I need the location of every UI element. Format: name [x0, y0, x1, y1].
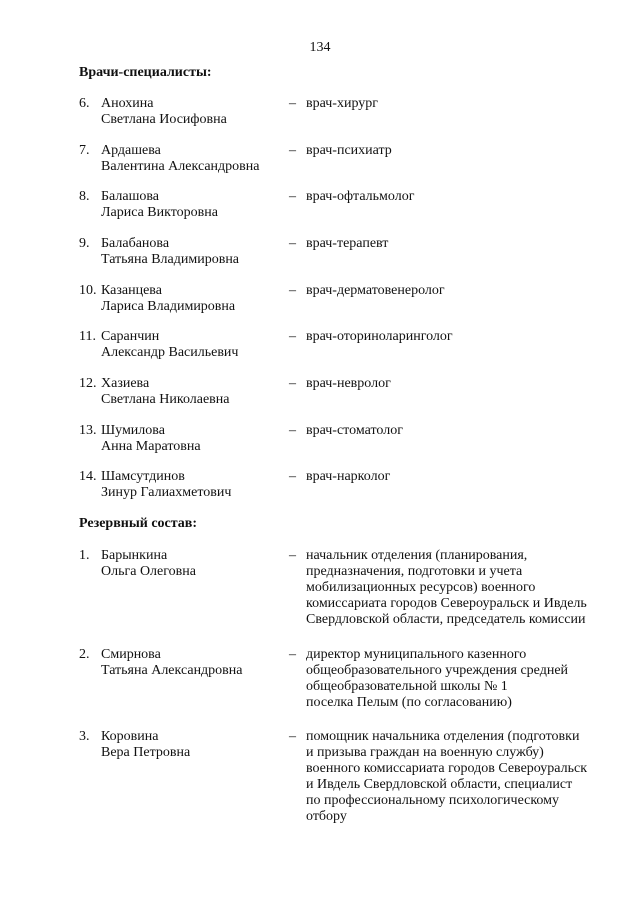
person-name — [101, 143, 281, 175]
role-line: врач-стоматолог — [306, 423, 403, 438]
role-line: начальник отделения (планирования, — [306, 548, 528, 563]
role-line: врач-офтальмолог — [306, 189, 415, 204]
person-name — [101, 96, 281, 128]
role-line: общеобразовательного учреждения средней — [306, 663, 569, 678]
person-name — [101, 729, 281, 761]
dash: – — [289, 548, 296, 563]
surname: Анохина — [101, 96, 154, 111]
item-number: 8. — [79, 189, 90, 204]
item-number: 2. — [79, 647, 90, 662]
role-line: Свердловской области, председатель комиссии — [306, 612, 586, 627]
dash: – — [289, 729, 296, 744]
given-names: Лариса Владимировна — [101, 299, 236, 314]
role — [306, 548, 611, 628]
person-name — [101, 329, 281, 361]
section-heading-specialists: Врачи-специалисты: — [79, 65, 212, 80]
dash: – — [289, 236, 296, 251]
section-heading-reserve: Резервный состав: — [79, 516, 198, 531]
item-number: 13. — [79, 423, 97, 438]
person-name — [101, 236, 281, 268]
role-line: врач-хирург — [306, 96, 379, 111]
person-name — [101, 469, 281, 501]
item-number: 11. — [79, 329, 96, 344]
role-line: врач-психиатр — [306, 143, 392, 158]
surname: Казанцева — [101, 283, 162, 298]
surname: Ардашева — [101, 143, 161, 158]
role-line: военного комиссариата городов Североуральск — [306, 761, 587, 776]
given-names: Татьяна Владимировна — [101, 252, 240, 267]
role — [306, 376, 611, 392]
given-names: Светлана Иосифовна — [101, 112, 227, 127]
role-line: врач-нарколог — [306, 469, 391, 484]
role — [306, 143, 611, 159]
item-number: 12. — [79, 376, 97, 391]
surname: Смирнова — [101, 647, 161, 662]
role-line: врач-терапевт — [306, 236, 389, 251]
role-line: директор муниципального казенного — [306, 647, 527, 662]
item-number: 1. — [79, 548, 90, 563]
item-number: 6. — [79, 96, 90, 111]
dash: – — [289, 469, 296, 484]
role-line: отбору — [306, 809, 347, 824]
surname: Балабанова — [101, 236, 170, 251]
role — [306, 283, 611, 299]
surname: Балашова — [101, 189, 159, 204]
role — [306, 96, 611, 112]
item-number: 14. — [79, 469, 97, 484]
role-line: комиссариата городов Североуральск и Ивдель — [306, 596, 587, 611]
dash: – — [289, 143, 296, 158]
person-name — [101, 548, 281, 580]
item-number: 10. — [79, 283, 97, 298]
role — [306, 236, 611, 252]
role-line: предназначения, подготовки и учета — [306, 564, 523, 579]
given-names: Татьяна Александровна — [101, 663, 243, 678]
role-line: мобилизационных ресурсов) военного — [306, 580, 536, 595]
dash: – — [289, 283, 296, 298]
role-line: общеобразовательной школы № 1 — [306, 679, 508, 694]
role — [306, 647, 611, 711]
given-names: Александр Васильевич — [101, 345, 239, 360]
given-names: Лариса Викторовна — [101, 205, 218, 220]
dash: – — [289, 329, 296, 344]
role-line: и призыва граждан на военную службу) — [306, 745, 544, 760]
dash: – — [289, 376, 296, 391]
dash: – — [289, 647, 296, 662]
role-line: и Ивдель Свердловской области, специалист — [306, 777, 573, 792]
dash: – — [289, 189, 296, 204]
role — [306, 469, 611, 485]
role-line: врач-оториноларинголог — [306, 329, 453, 344]
surname: Шамсутдинов — [101, 469, 185, 484]
item-number: 7. — [79, 143, 90, 158]
role-line: врач-дерматовенеролог — [306, 283, 445, 298]
role-line: по профессиональному психологическому — [306, 793, 560, 808]
role-line: врач-невролог — [306, 376, 391, 391]
role — [306, 189, 611, 205]
given-names: Вера Петровна — [101, 745, 191, 760]
surname: Шумилова — [101, 423, 165, 438]
person-name — [101, 283, 281, 315]
person-name — [101, 423, 281, 455]
given-names: Анна Маратовна — [101, 439, 201, 454]
surname: Коровина — [101, 729, 159, 744]
given-names: Ольга Олеговна — [101, 564, 196, 579]
role — [306, 729, 611, 825]
surname: Саранчин — [101, 329, 160, 344]
dash: – — [289, 96, 296, 111]
person-name — [101, 647, 281, 679]
given-names: Светлана Николаевна — [101, 392, 230, 407]
given-names: Валентина Александровна — [101, 159, 260, 174]
given-names: Зинур Галиахметович — [101, 485, 232, 500]
role-line: помощник начальника отделения (подготовки — [306, 729, 580, 744]
page-number: 134 — [309, 40, 331, 55]
item-number: 9. — [79, 236, 90, 251]
surname: Барынкина — [101, 548, 168, 563]
role-line: поселка Пелым (по согласованию) — [306, 695, 512, 710]
role — [306, 329, 611, 345]
person-name — [101, 189, 281, 221]
dash: – — [289, 423, 296, 438]
surname: Хазиева — [101, 376, 150, 391]
person-name — [101, 376, 281, 408]
item-number: 3. — [79, 729, 90, 744]
role — [306, 423, 611, 439]
